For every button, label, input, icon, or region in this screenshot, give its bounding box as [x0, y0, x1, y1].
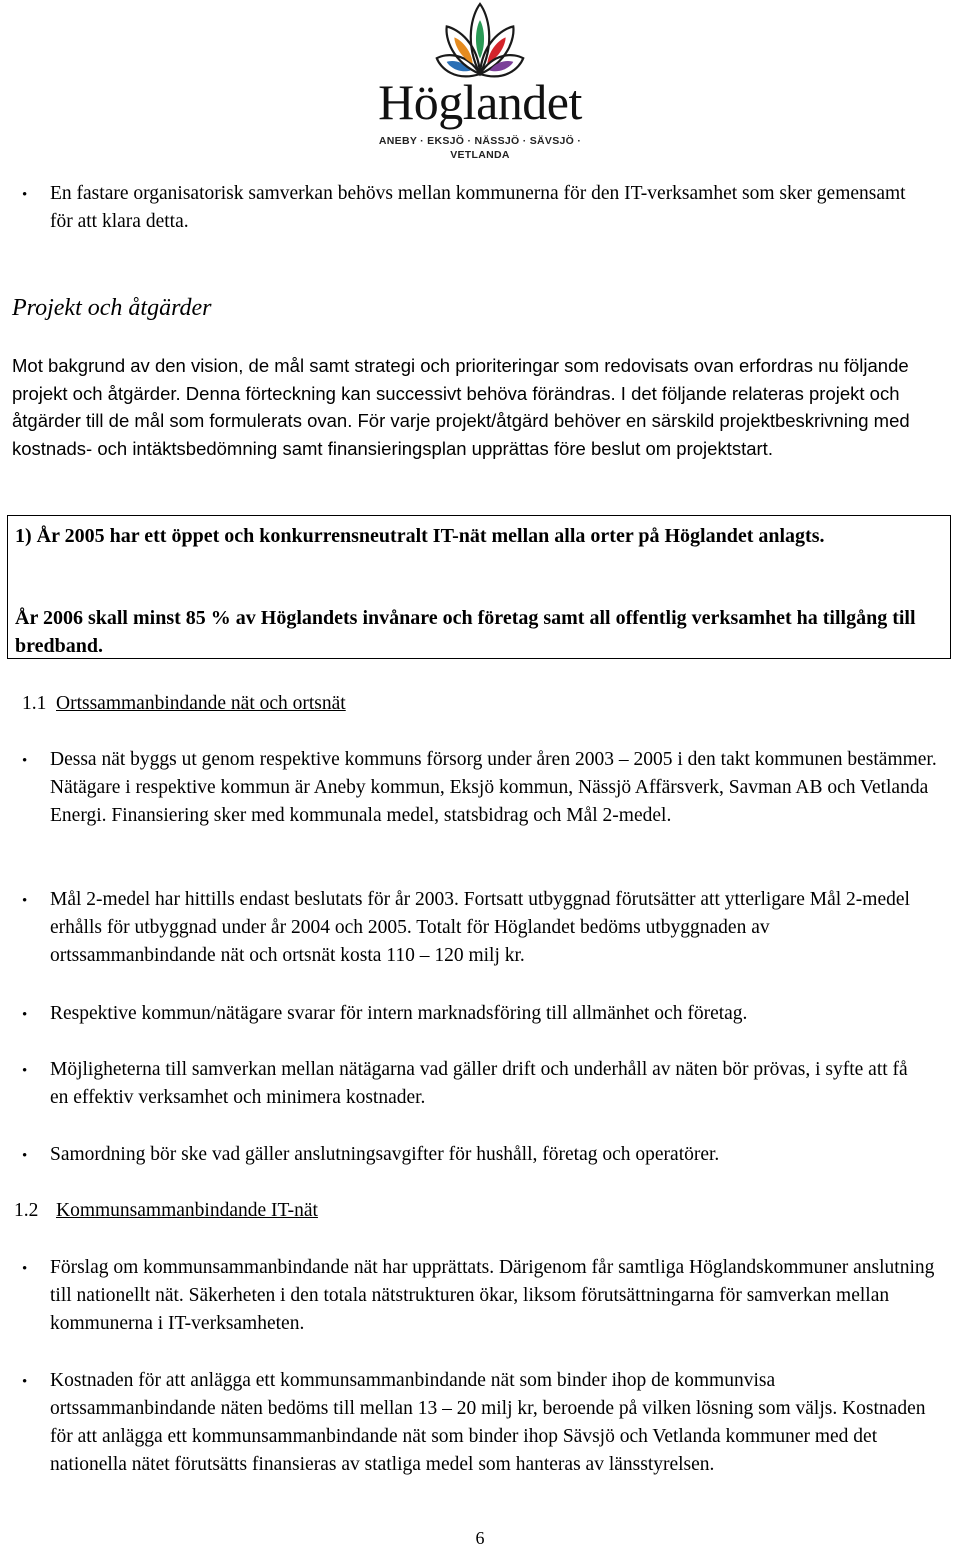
section-heading: Projekt och åtgärder — [12, 295, 212, 321]
flower-logo-icon — [355, 0, 605, 80]
section-1-2-title: Kommunsammanbindande IT-nät — [56, 1200, 318, 1221]
intro-bullet-text: En fastare organisatorisk samverkan behövs mellan kommunerna för den IT-verksamhet som sker gemensamt för att klara detta. — [50, 183, 906, 232]
list-item: Dessa nät byggs ut genom respektive kommuns försorg under åren 2003 – 2005 i den takt kommunen bestämmer. Nätägare i respektive kommun är Aneby kommun, Eksjö kommun, Nässjö Affärsverk, Savman AB och Vetlanda Energi. Finansiering sker med kommunala medel, statsbidrag och Mål 2-medel. — [50, 749, 937, 826]
bullet-icon: • — [22, 187, 28, 203]
list-item: Respektive kommun/nätägare svarar för intern marknadsföring till allmänhet och företag. — [50, 1003, 748, 1024]
list-item: Mål 2-medel har hittills endast beslutats för år 2003. Fortsatt utbyggnad förutsätter att ytterligare Mål 2-medel erhålls för utbyggnad under år 2004 och 2005. Totalt för Höglandet bedöms utbyggnaden av ortssammanbindande nät och ortsnät kosta 110 – 120 milj kr. — [50, 889, 910, 966]
logo-petal-fill — [476, 20, 484, 59]
bullet-icon: • — [22, 893, 28, 909]
goal-line-1: 1) År 2005 har ett öppet och konkurrensneutralt IT-nät mellan alla orter på Höglandet anlagts. — [15, 525, 825, 547]
list-item: Förslag om kommunsammanbindande nät har upprättats. Därigenom får samtliga Höglandskommuner anslutning till nationellt nät. Säkerheten i den totala nätstrukturen ökar, liksom förutsättningarna för samverkan mellan kommunerna i IT-verksamheten. — [50, 1257, 935, 1334]
goal-box — [7, 515, 951, 659]
section-1-1-title: Ortssammanbindande nät och ortsnät — [56, 693, 346, 714]
logo-subtitle: ANEBY · EKSJÖ · NÄSSJÖ · SÄVSJÖ · VETLANDA — [378, 135, 582, 161]
list-item: Samordning bör ske vad gäller anslutningsavgifter för hushåll, företag och operatörer. — [50, 1144, 720, 1165]
list-item: Kostnaden för att anlägga ett kommunsammanbindande nät som binder ihop de kommunvisa ortssammanbindande näten bedöms till mellan 13 – 20 milj kr, beroende på vilken lösning som väljs. Kostnaden för att anlägga ett kommunsammanbindande nät som binder ihop Sävsjö och Vetlanda kommuner med det nationella nätet förutsätts finansieras av statliga medel som hanteras av länsstyrelsen. — [50, 1370, 926, 1475]
section-1-1-number: 1.1 — [22, 693, 47, 714]
list-item: Möjligheterna till samverkan mellan nätägarna vad gäller drift och underhåll av näten bör prövas, i syfte att få en effektiv verksamhet och minimera kostnader. — [50, 1059, 908, 1108]
goal-line-2: År 2006 skall minst 85 % av Höglandets invånare och företag samt all offentlig verksamhet ha tillgång till bredband. — [15, 607, 916, 657]
bullet-icon: • — [22, 753, 28, 769]
bullet-icon: • — [22, 1261, 28, 1277]
page-number: 6 — [475, 1528, 485, 1548]
bullet-icon: • — [22, 1063, 28, 1079]
bullet-icon: • — [22, 1374, 28, 1390]
bullet-icon: • — [22, 1148, 28, 1164]
logo-title: Höglandet — [378, 74, 582, 130]
hoglandet-logo — [355, 0, 605, 160]
body-paragraph: Mot bakgrund av den vision, de mål samt strategi och prioriteringar som redovisats ovan erfordras nu följande projekt och åtgärder. Denna förteckning kan successivt behöva förändras. I det följande relateras projekt och åtgärder till de mål som formulerats ovan. För varje projekt/åtgärd behöver en särskild projektbeskrivning med kostnads- och intäktsbedömning samt finansieringsplan upprättas före beslut om projektstart. — [12, 355, 910, 459]
section-1-2-number: 1.2 — [14, 1200, 39, 1221]
bullet-icon: • — [22, 1007, 28, 1023]
